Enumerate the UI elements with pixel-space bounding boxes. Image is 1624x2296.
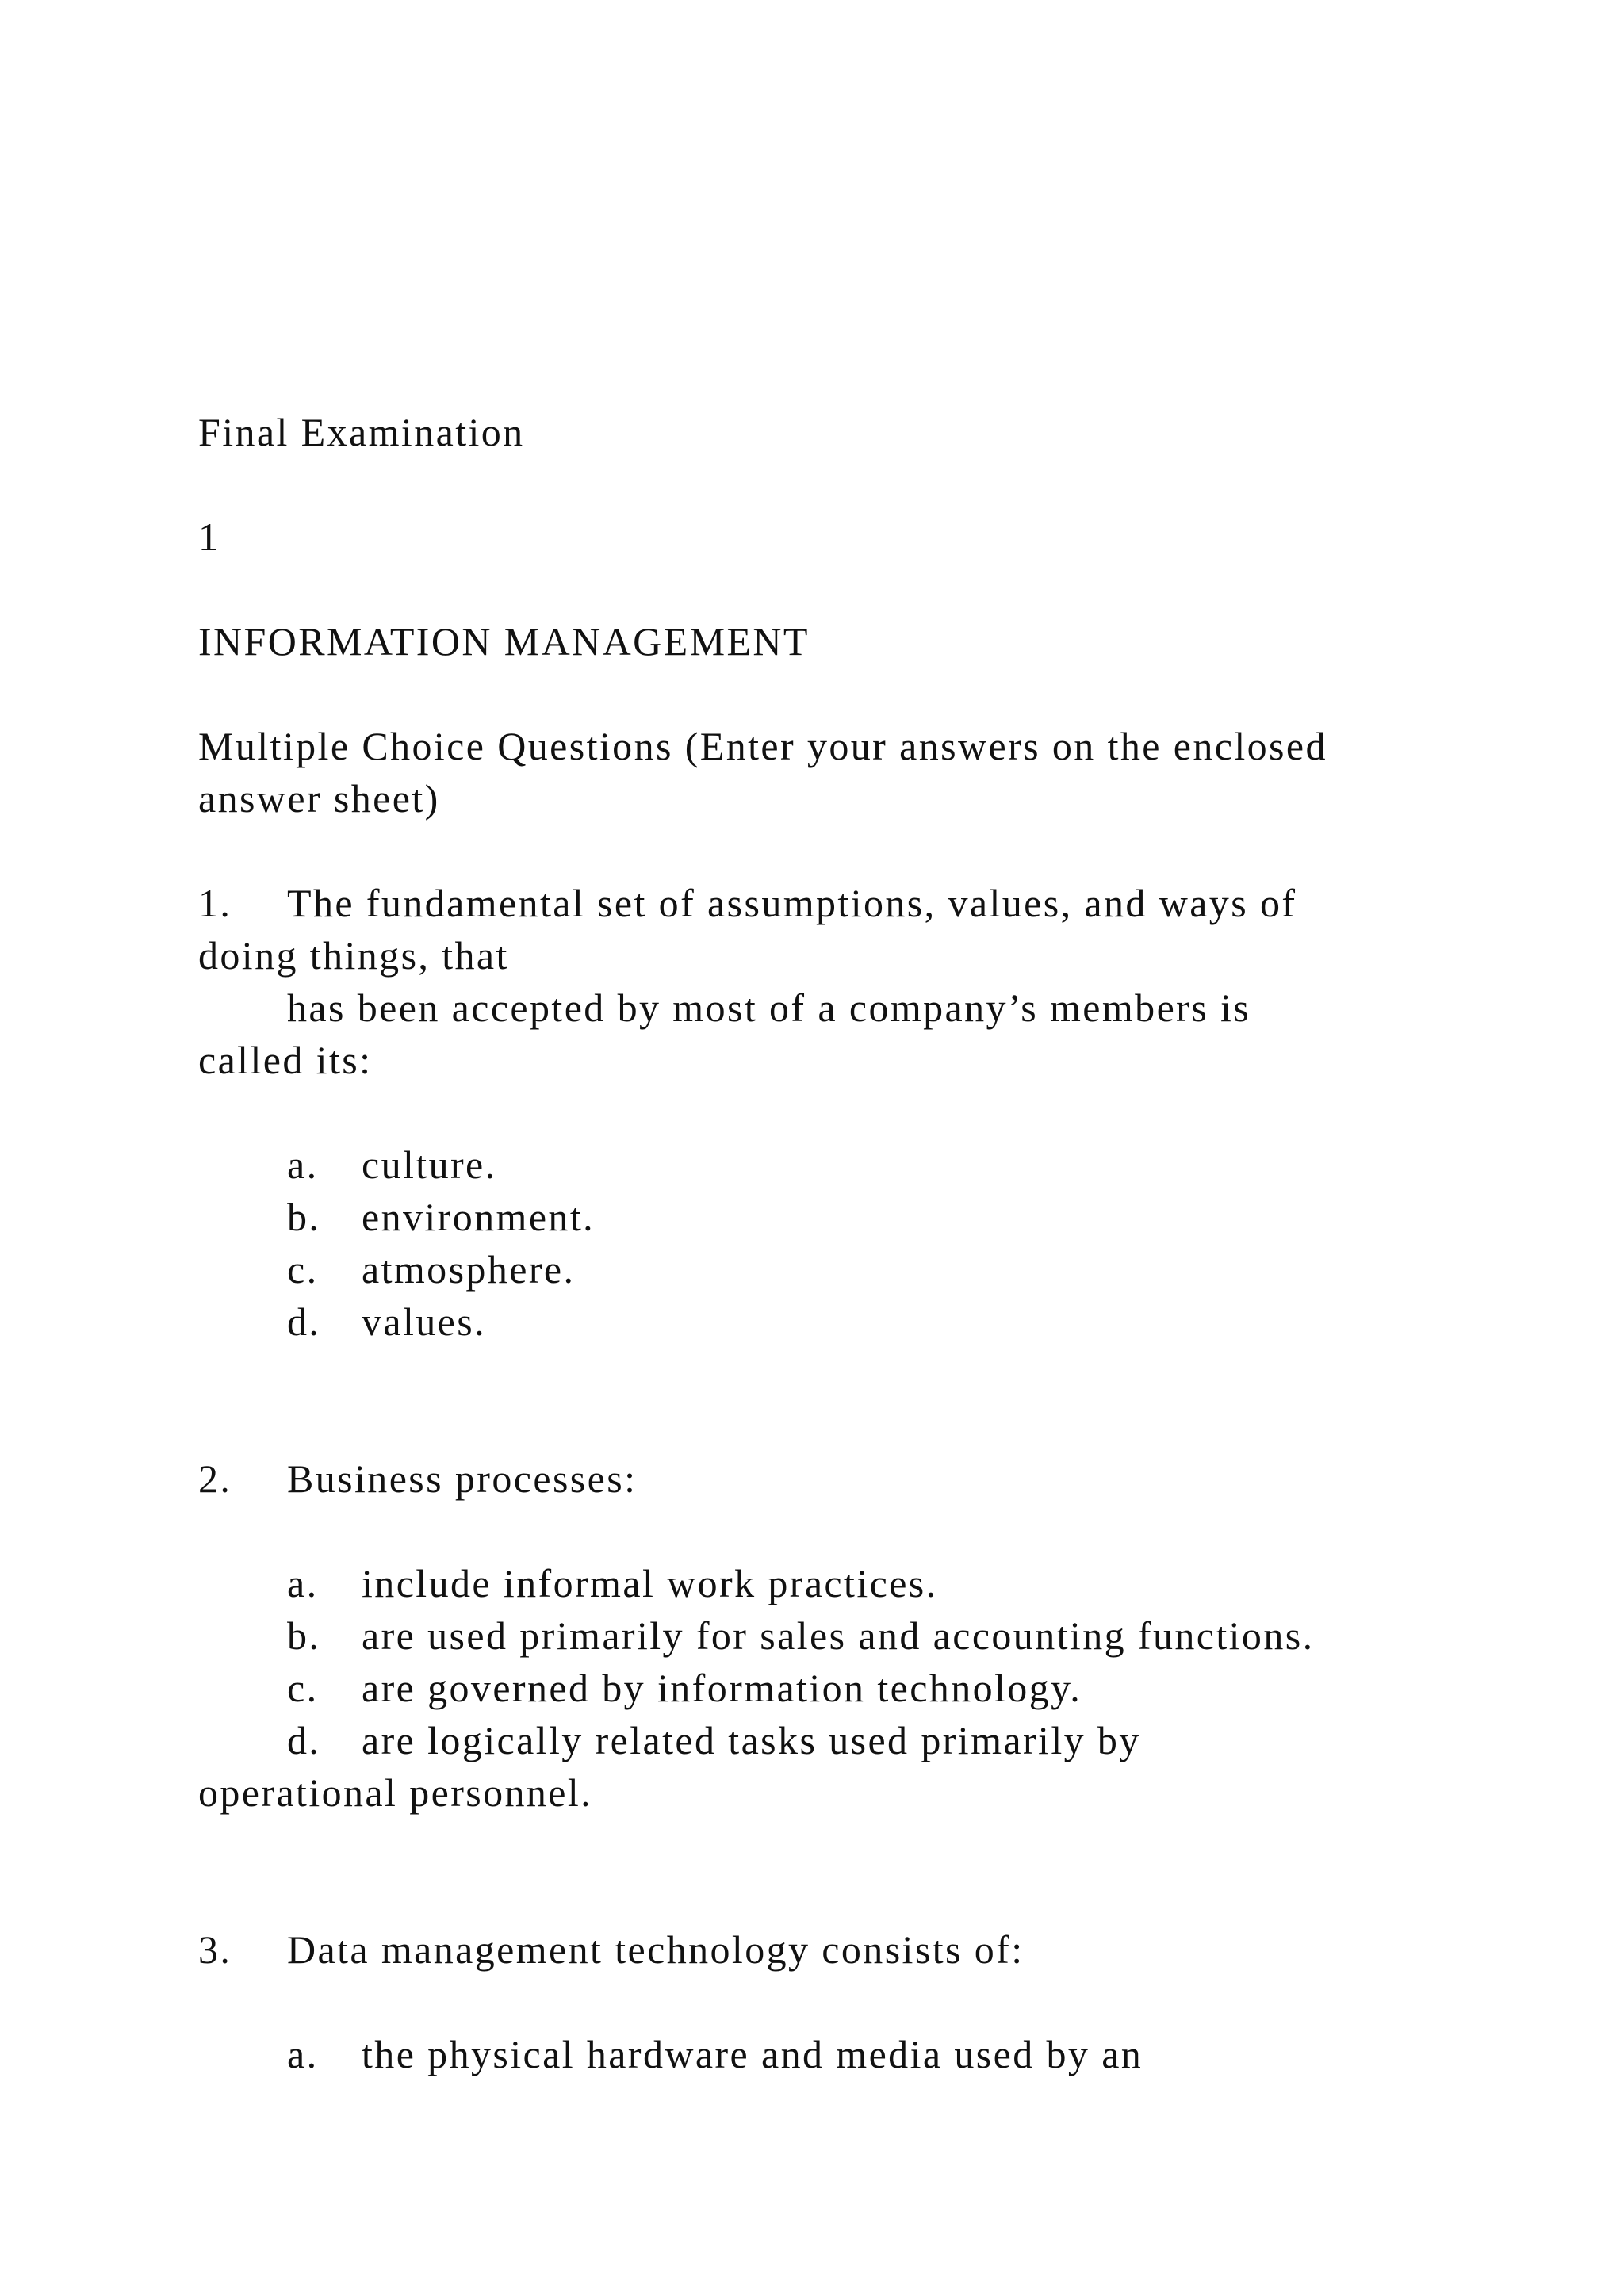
option-letter: b. (287, 1613, 321, 1658)
question-2-option-d-continuation: operational personnel. (198, 1770, 593, 1815)
question-2-number: 2. (198, 1456, 232, 1501)
question-2-stem-text-1: Business processes: (287, 1456, 638, 1501)
option-letter: b. (287, 1195, 321, 1239)
option-letter: a. (287, 1142, 319, 1187)
question-2-stem-line-1 (198, 1452, 637, 1505)
instructions-line-2: answer sheet) (198, 776, 440, 821)
question-3-option-a (287, 2028, 1143, 2080)
course-title: INFORMATION MANAGEMENT (198, 619, 810, 664)
instructions-line-1: Multiple Choice Questions (Enter your answers on the enclosed (198, 724, 1327, 768)
option-text: are governed by information technology. (362, 1666, 1082, 1710)
question-1-option-c (287, 1243, 575, 1295)
question-2-option-b (287, 1609, 1314, 1662)
question-2-option-d (287, 1714, 1141, 1766)
question-2-option-a (287, 1557, 938, 1609)
question-3-number: 3. (198, 1927, 232, 1972)
question-1-stem-line-3: has been accepted by most of a company’s members is (287, 985, 1251, 1030)
question-2-option-c (287, 1662, 1082, 1714)
question-1-option-b (287, 1191, 595, 1243)
option-text: values. (362, 1299, 487, 1344)
question-1-stem-line-1 (198, 877, 1297, 929)
option-letter: c. (287, 1666, 319, 1710)
question-1-number: 1. (198, 881, 232, 925)
option-letter: d. (287, 1718, 321, 1762)
option-text: the physical hardware and media used by an (362, 2032, 1143, 2076)
question-3-stem-line-1 (198, 1923, 1025, 1976)
question-1-option-d (287, 1295, 486, 1348)
option-text: culture. (362, 1142, 497, 1187)
option-letter: c. (287, 1247, 319, 1292)
option-letter: d. (287, 1299, 321, 1344)
question-1-stem-line-4: called its: (198, 1038, 373, 1082)
question-3-stem-text-1: Data management technology consists of: (287, 1927, 1025, 1972)
option-text: atmosphere. (362, 1247, 576, 1292)
option-letter: a. (287, 2032, 319, 2076)
question-1-stem-text-1: The fundamental set of assumptions, values, and ways of (287, 881, 1297, 925)
question-1-option-a (287, 1138, 497, 1191)
option-text: include informal work practices. (362, 1561, 938, 1605)
document-header: Final Examination (198, 410, 525, 454)
question-1-stem-line-2: doing things, that (198, 933, 509, 978)
option-letter: a. (287, 1561, 319, 1605)
option-text: are used primarily for sales and accounting functions. (362, 1613, 1315, 1658)
option-text: environment. (362, 1195, 596, 1239)
page-number: 1 (198, 515, 220, 559)
option-text: are logically related tasks used primarily by (362, 1718, 1141, 1762)
